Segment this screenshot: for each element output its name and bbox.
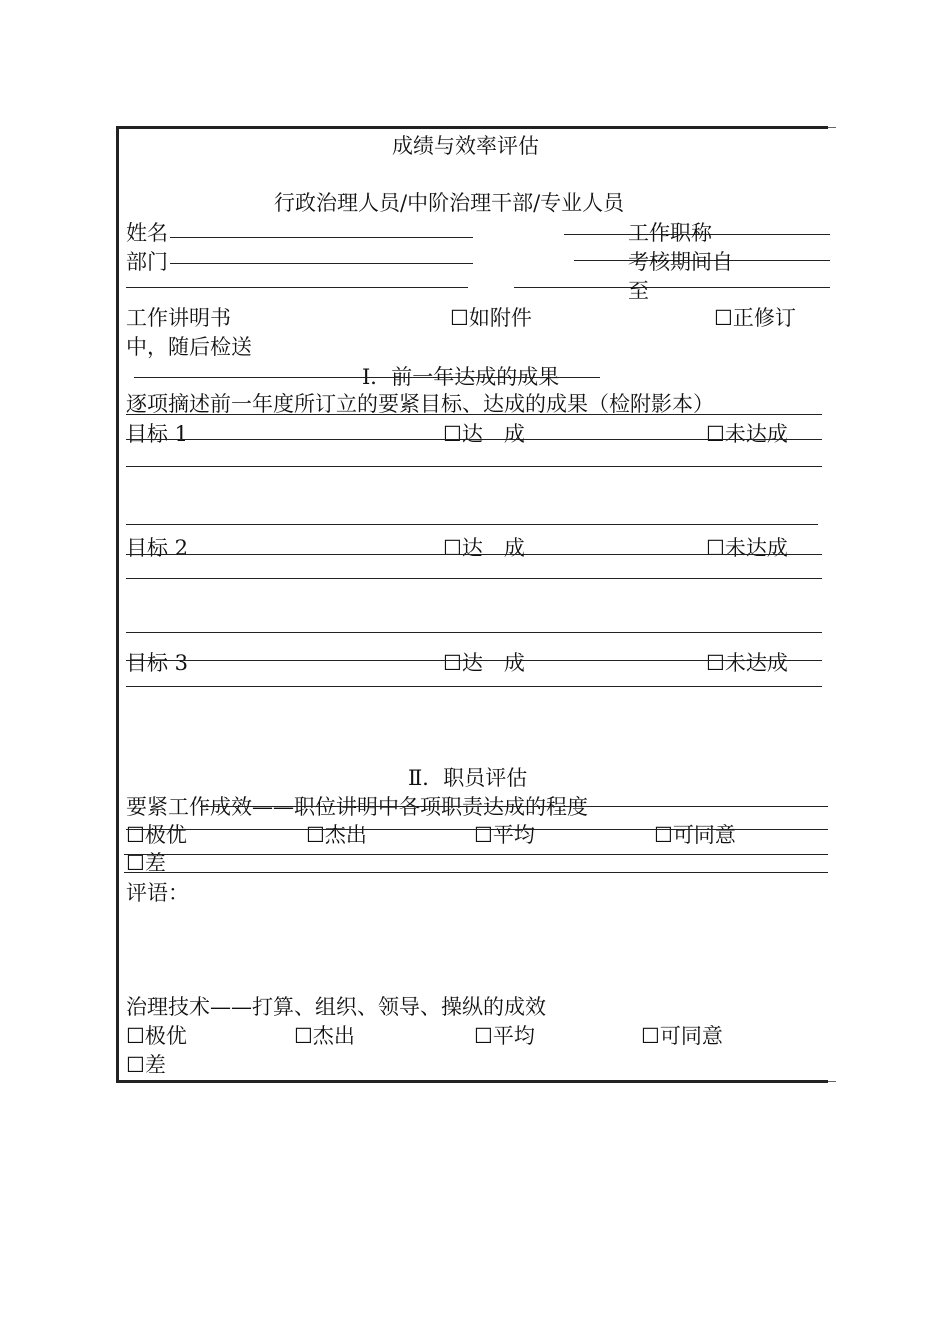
goal-2-achieved-checkbox[interactable]: ☐达 成 (443, 536, 525, 560)
form-left-border (116, 127, 119, 1083)
job-title-label: 工作职称 (628, 221, 712, 245)
mgmt-poor-checkbox[interactable]: ☐差 (126, 1053, 166, 1077)
perf-average-checkbox[interactable]: ☐平均 (474, 823, 535, 847)
period-label: 考核期间自 (628, 250, 733, 274)
period-to-field[interactable] (514, 287, 830, 288)
goal-2-line[interactable] (126, 554, 822, 555)
perf-poor-checkbox[interactable]: ☐差 (126, 851, 166, 875)
perf-outstanding-checkbox[interactable]: ☐杰出 (306, 823, 367, 847)
border-tail (828, 127, 836, 128)
rule-line (126, 829, 828, 830)
mgmt-excellent-checkbox[interactable]: ☐极优 (126, 1024, 187, 1048)
form-top-border (116, 126, 828, 129)
page-subtitle: 行政治理人员/中阶治理干部/专业人员 (274, 191, 625, 215)
goal-3-line[interactable] (126, 686, 822, 687)
strike-line (200, 806, 828, 807)
form-bottom-border (116, 1080, 828, 1083)
mgmt-average-checkbox[interactable]: ☐平均 (474, 1024, 535, 1048)
period-to-label: 至 (628, 279, 649, 303)
goal-3-line[interactable] (126, 660, 822, 661)
border-tail (828, 1081, 836, 1082)
goal-1-achieved-checkbox[interactable]: ☐达 成 (443, 422, 525, 446)
dept-field[interactable] (170, 263, 473, 264)
blank-line[interactable] (126, 287, 468, 288)
perf-acceptable-checkbox[interactable]: ☐可同意 (654, 823, 736, 847)
rule-line (126, 414, 822, 415)
dept-label: 部门 (126, 250, 168, 274)
attached-checkbox[interactable]: ☐如附件 (450, 306, 532, 330)
rule-line (124, 872, 828, 873)
comment-label: 评语： (126, 881, 189, 905)
name-field[interactable] (170, 237, 473, 238)
section2-heading: Ⅱ．职员评估 (408, 766, 528, 790)
job-desc-note: 中，随后检送 (126, 335, 252, 359)
mgmt-title: 治理技术——打算、组织、领导、操纵的成效 (126, 995, 546, 1019)
goal-3-achieved-checkbox[interactable]: ☐达 成 (443, 651, 525, 675)
rule-line (124, 854, 828, 855)
goal-2-line[interactable] (126, 578, 822, 579)
goal-3-label: 目标 3 (126, 651, 189, 675)
name-label: 姓名 (126, 221, 168, 245)
section1-intro: 逐项摘述前一年度所订立的要紧目标、达成的成果（检附影本） (126, 392, 714, 416)
goal-2-line[interactable] (126, 632, 822, 633)
mgmt-outstanding-checkbox[interactable]: ☐杰出 (294, 1024, 355, 1048)
goal-1-line[interactable] (126, 439, 822, 440)
goal-2-label: 目标 2 (126, 536, 189, 560)
strike-line (134, 377, 600, 378)
page-title: 成绩与效率评估 (392, 134, 539, 158)
goal-3-not-achieved-checkbox[interactable]: ☐未达成 (706, 651, 788, 675)
job-desc-label: 工作讲明书 (126, 306, 231, 330)
goal-1-not-achieved-checkbox[interactable]: ☐未达成 (706, 422, 788, 446)
revising-checkbox[interactable]: ☐正修订 (714, 306, 796, 330)
goal-1-line[interactable] (126, 466, 822, 467)
goal-2-not-achieved-checkbox[interactable]: ☐未达成 (706, 536, 788, 560)
mgmt-acceptable-checkbox[interactable]: ☐可同意 (641, 1024, 723, 1048)
section1-heading: Ⅰ．前一年达成的成果 (362, 365, 560, 389)
perf-title: 要紧工作成效——职位讲明中各项职责达成的程度 (126, 795, 588, 819)
goal-1-line[interactable] (126, 524, 818, 525)
goal-1-label: 目标 1 (126, 422, 189, 446)
perf-excellent-checkbox[interactable]: ☐极优 (126, 823, 187, 847)
